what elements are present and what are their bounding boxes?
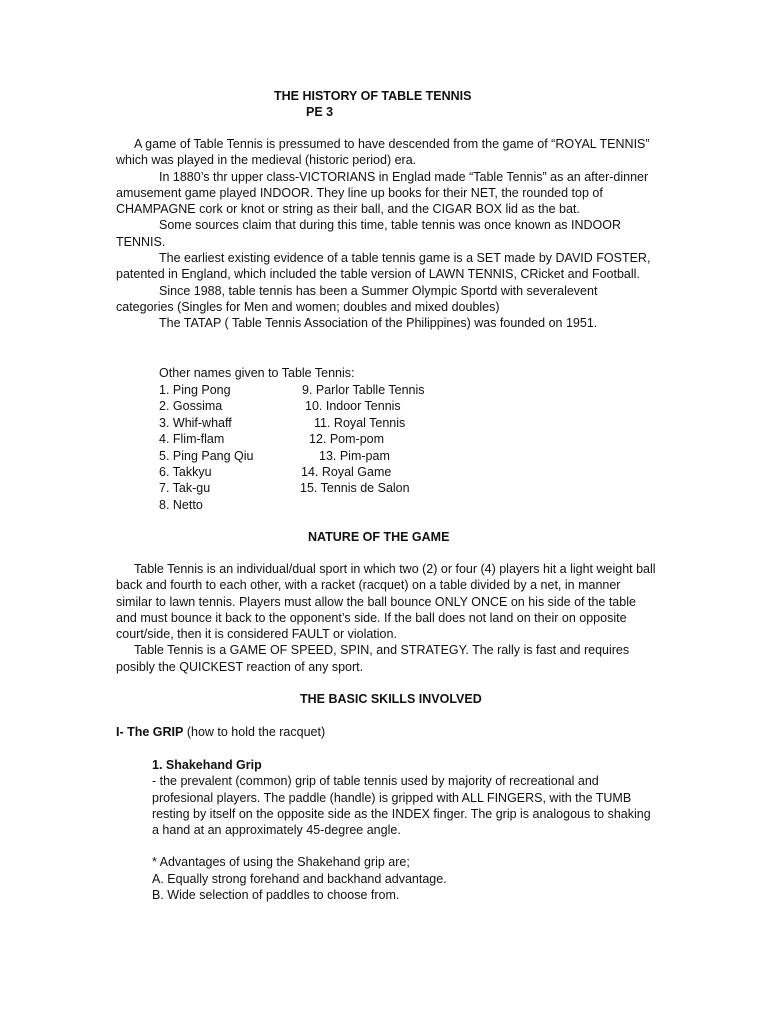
shakehand-heading: 1. Shakehand Grip [152, 758, 262, 772]
list-item: 8. Netto [159, 497, 203, 512]
list-item: 9. Parlor Tablle Tennis [302, 383, 425, 397]
list-item: 14. Royal Game [301, 464, 392, 479]
list-item: 6. Takkyu [159, 464, 212, 479]
advantage-item: B. Wide selection of paddles to choose from. [152, 888, 400, 903]
history-paragraph: The TATAP ( Table Tennis Association of the Philippines) was founded on 1951. [159, 316, 598, 331]
other-names-heading: Other names given to Table Tennis: [159, 366, 355, 380]
skills-heading: THE BASIC SKILLS INVOLVED [300, 692, 482, 706]
nature-paragraph: Table Tennis is a GAME OF SPEED, SPIN, and STRATEGY. The rally is fast and requires posibly the QUICKEST reaction of any sport. [116, 643, 630, 674]
list-item: 10. Indoor Tennis [305, 399, 401, 414]
other-names-list-right [300, 382, 425, 497]
advantages-heading: * Advantages of using the Shakehand grip are; [152, 855, 410, 870]
history-paragraph: Some sources claim that during this time, table tennis was once known as INDOOR TENNIS. [116, 218, 622, 249]
page-subtitle: PE 3 [306, 105, 334, 119]
nature-heading: NATURE OF THE GAME [308, 530, 450, 544]
history-paragraph: Since 1988, table tennis has been a Summer Olympic Sportd with severalevent categories (Singles for Men and women; doubles and mixed doubles) [116, 283, 598, 314]
grip-label: I- The GRIP [116, 725, 184, 739]
list-item: 4. Flim-flam [159, 432, 225, 447]
history-paragraph: A game of Table Tennis is pressumed to have descended from the game of “ROYAL TENNIS” which was played in the medieval (historic period) era. [116, 137, 650, 168]
list-item: 13. Pim-pam [319, 448, 390, 463]
history-section [116, 136, 656, 332]
list-item: 12. Pom-pom [309, 432, 385, 447]
grip-note: (how to hold the racquet) [183, 725, 326, 739]
list-item: 2. Gossima [159, 399, 223, 414]
nature-paragraph: Table Tennis is an individual/dual sport in which two (2) or four (4) players hit a light weight ball back and fourth to each other, with a racket (racquet) on a table divided by a net, in manner similar to lawn tennis. Players must allow the ball bounce ONLY ONCE on his side of the table and must bounce it back to the opponent’s side. If the ball does not land on their on opposite court/side, then it is considered FAULT or violation. [116, 562, 656, 642]
list-item: 15. Tennis de Salon [300, 481, 410, 496]
advantage-item: A. Equally strong forehand and backhand advantage. [152, 871, 447, 886]
list-item: 3. Whif-whaff [159, 415, 232, 430]
grip-line [116, 724, 325, 740]
history-paragraph: The earliest existing evidence of a table tennis game is a SET made by DAVID FOSTER, patented in England, which included the table version of LAWN TENNIS, CRicket and Football. [116, 251, 651, 282]
list-item: 11. Royal Tennis [314, 415, 406, 430]
list-item: 5. Ping Pang Qiu [159, 448, 254, 463]
shakehand-description: - the prevalent (common) grip of table tennis used by majority of recreational and profesional players. The paddle (handle) is gripped with ALL FINGERS, with the TUMB resting by itself on the opposite side as the INDEX finger. The grip is analogous to shaking a hand at an approximately 45-degree angle. [152, 774, 651, 838]
list-item: 1. Ping Pong [159, 383, 231, 397]
history-paragraph: In 1880’s thr upper class-VICTORIANS in Englad made “Table Tennis” as an after-dinner amusement game played INDOOR. They line up books for their NET, the rounded top of CHAMPAGNE cork or knot or string as their ball, and the CIGAR BOX lid as the bat. [116, 169, 649, 217]
other-names-list-left [159, 382, 254, 513]
nature-section [116, 561, 656, 675]
list-item: 7. Tak-gu [159, 481, 211, 496]
shakehand-section [152, 757, 652, 903]
page-title: THE HISTORY OF TABLE TENNIS [274, 89, 472, 103]
